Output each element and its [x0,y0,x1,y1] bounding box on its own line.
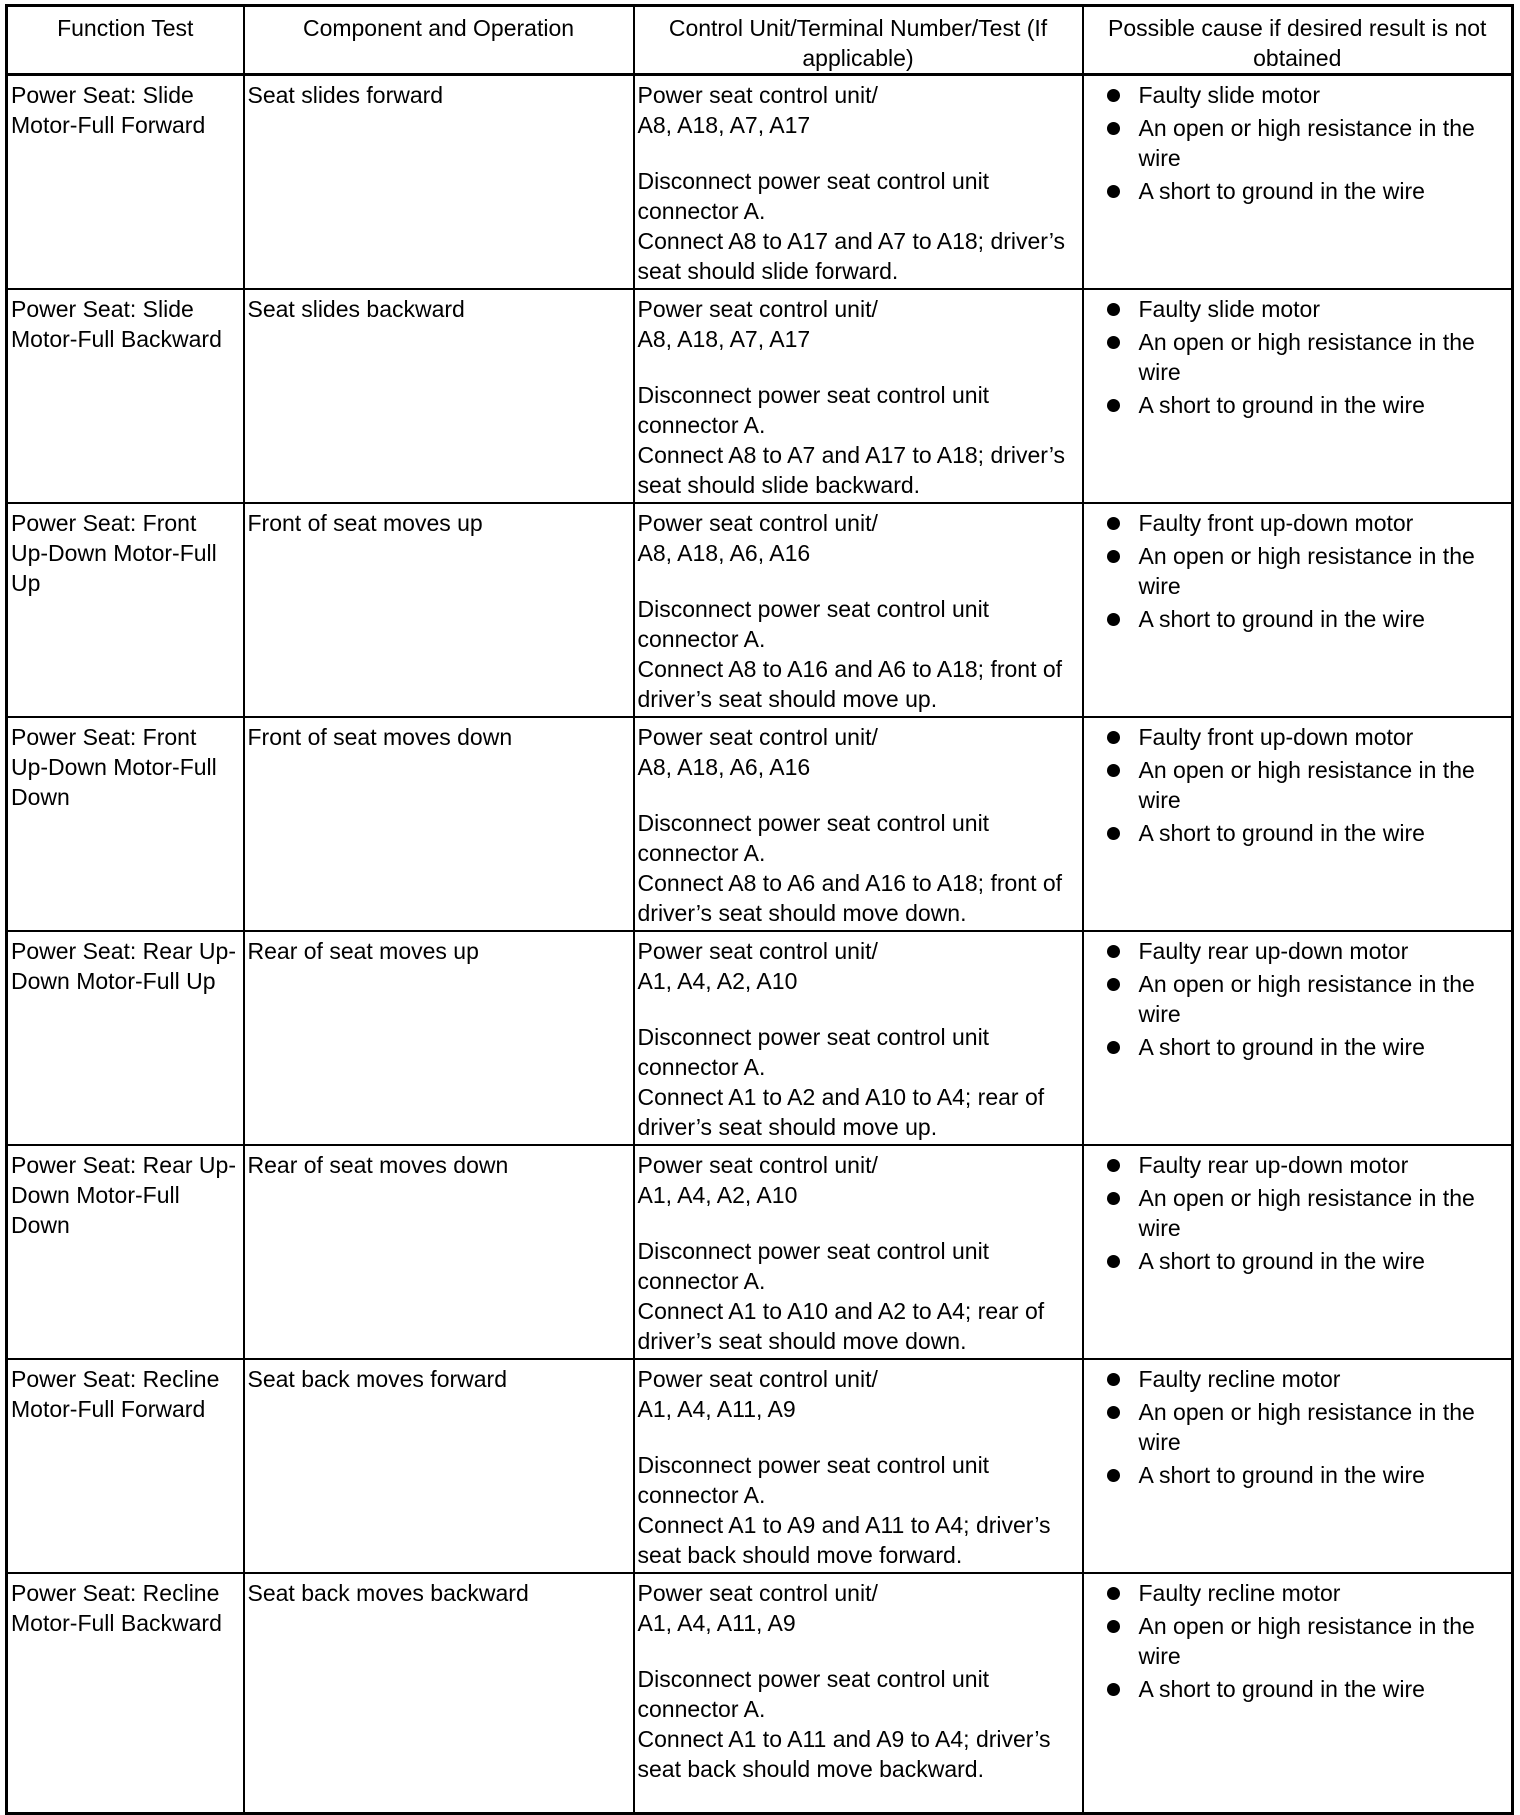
component-operation-cell [244,503,634,717]
bullet-icon [1107,731,1120,744]
cause-text: A short to ground in the wire [1138,1248,1425,1274]
cause-item [1107,294,1509,324]
control-unit-line: Power seat control unit/ [637,510,878,536]
cause-text: An open or high resistance in the wire [1138,757,1475,813]
bullet-icon [1107,336,1120,349]
test-connect: Connect A8 to A7 and A17 to A18; driver’s seat should slide backward. [637,442,1066,498]
cause-text: A short to ground in the wire [1138,606,1425,632]
cause-item [1107,1578,1509,1608]
cause-list [1087,80,1509,206]
bullet-icon [1107,89,1120,102]
test-connect: Connect A1 to A9 and A11 to A4; driver’s seat back should move forward. [637,1512,1051,1568]
cause-item [1107,1246,1509,1276]
cause-list [1087,722,1509,848]
cause-text: Faulty rear up-down motor [1138,1152,1409,1178]
cause-list [1087,294,1509,420]
component-operation-cell [244,75,634,290]
cause-list [1087,508,1509,634]
bullet-icon [1107,1041,1120,1054]
cause-text: Faulty recline motor [1138,1366,1341,1392]
terminal-numbers: A8, A18, A7, A17 [637,326,811,352]
terminal-numbers: A1, A4, A2, A10 [637,1182,798,1208]
cause-text: Faulty recline motor [1138,1580,1341,1606]
cause-item [1107,1364,1509,1394]
test-disconnect: Disconnect power seat control unit connector A. [637,1666,990,1722]
header-component-operation: Component and Operation [244,6,634,75]
control-unit-line: Power seat control unit/ [637,938,878,964]
function-test-text: Power Seat: Front Up-Down Motor-Full Up [11,510,217,596]
bullet-icon [1107,185,1120,198]
function-test-table [5,4,1514,1815]
test-disconnect: Disconnect power seat control unit connector A. [637,168,990,224]
possible-cause-cell [1083,1359,1513,1573]
cause-item [1107,969,1509,1029]
cause-text: A short to ground in the wire [1138,820,1425,846]
table-row [7,1145,1513,1359]
bullet-icon [1107,1406,1120,1419]
component-operation-cell [244,931,634,1145]
possible-cause-cell [1083,931,1513,1145]
cause-text: Faulty slide motor [1138,296,1321,322]
possible-cause-cell [1083,289,1513,503]
control-unit-line: Power seat control unit/ [637,1580,878,1606]
control-unit-line: Power seat control unit/ [637,1366,878,1392]
component-operation-text: Front of seat moves up [247,510,483,536]
test-connect: Connect A1 to A11 and A9 to A4; driver’s seat back should move backward. [637,1726,1051,1782]
function-test-cell [7,75,244,290]
function-test-cell [7,289,244,503]
cause-item [1107,722,1509,752]
function-test-cell [7,717,244,931]
table-row [7,1359,1513,1573]
possible-cause-cell [1083,75,1513,290]
function-test-cell [7,1359,244,1573]
bullet-icon [1107,1469,1120,1482]
control-unit-line: Power seat control unit/ [637,296,878,322]
test-disconnect: Disconnect power seat control unit connector A. [637,1452,990,1508]
cause-item [1107,390,1509,420]
bullet-icon [1107,1373,1120,1386]
bullet-icon [1107,613,1120,626]
component-operation-text: Rear of seat moves down [247,1152,509,1178]
cause-text: A short to ground in the wire [1138,1034,1425,1060]
component-operation-cell [244,289,634,503]
bullet-icon [1107,1159,1120,1172]
test-connect: Connect A8 to A16 and A6 to A18; front of driver’s seat should move up. [637,656,1063,712]
bullet-icon [1107,399,1120,412]
control-unit-cell [634,503,1083,717]
bullet-icon [1107,978,1120,991]
cause-item [1107,541,1509,601]
bullet-icon [1107,1192,1120,1205]
cause-list [1087,1578,1509,1704]
cause-item [1107,508,1509,538]
cause-text: A short to ground in the wire [1138,1462,1425,1488]
cause-item [1107,327,1509,387]
bullet-icon [1107,303,1120,316]
control-unit-cell [634,931,1083,1145]
cause-item [1107,1032,1509,1062]
cause-text: An open or high resistance in the wire [1138,1613,1475,1669]
test-connect: Connect A1 to A10 and A2 to A4; rear of driver’s seat should move down. [637,1298,1045,1354]
control-unit-cell [634,717,1083,931]
function-test-cell [7,1145,244,1359]
cause-item [1107,818,1509,848]
component-operation-text: Rear of seat moves up [247,938,479,964]
component-operation-cell [244,1573,634,1813]
function-test-text: Power Seat: Front Up-Down Motor-Full Down [11,724,217,810]
component-operation-text: Seat back moves backward [247,1580,529,1606]
cause-item [1107,1183,1509,1243]
control-unit-cell [634,289,1083,503]
test-disconnect: Disconnect power seat control unit connector A. [637,1024,990,1080]
bullet-icon [1107,1255,1120,1268]
control-unit-cell [634,1573,1083,1813]
component-operation-cell [244,1145,634,1359]
cause-item [1107,113,1509,173]
bullet-icon [1107,1587,1120,1600]
terminal-numbers: A8, A18, A7, A17 [637,112,811,138]
table-row [7,75,1513,290]
function-test-text: Power Seat: Rear Up-Down Motor-Full Down [11,1152,236,1238]
bullet-icon [1107,550,1120,563]
component-operation-text: Seat back moves forward [247,1366,508,1392]
terminal-numbers: A1, A4, A2, A10 [637,968,798,994]
terminal-numbers: A8, A18, A6, A16 [637,754,811,780]
cause-text: An open or high resistance in the wire [1138,329,1475,385]
table-row [7,289,1513,503]
cause-text: An open or high resistance in the wire [1138,115,1475,171]
bullet-icon [1107,517,1120,530]
test-connect: Connect A1 to A2 and A10 to A4; rear of driver’s seat should move up. [637,1084,1045,1140]
cause-item [1107,936,1509,966]
cause-text: Faulty slide motor [1138,82,1321,108]
cause-item [1107,755,1509,815]
cause-text: Faulty rear up-down motor [1138,938,1409,964]
cause-list [1087,1150,1509,1276]
table-row [7,931,1513,1145]
cause-text: Faulty front up-down motor [1138,510,1414,536]
terminal-numbers: A1, A4, A11, A9 [637,1396,796,1422]
bullet-icon [1107,122,1120,135]
cause-item [1107,80,1509,110]
function-test-text: Power Seat: Slide Motor-Full Forward [11,82,206,138]
function-test-text: Power Seat: Recline Motor-Full Backward [11,1580,222,1636]
cause-item [1107,1460,1509,1490]
test-disconnect: Disconnect power seat control unit connector A. [637,1238,990,1294]
possible-cause-cell [1083,1573,1513,1813]
control-unit-cell [634,75,1083,290]
table-row [7,717,1513,931]
control-unit-line: Power seat control unit/ [637,82,878,108]
possible-cause-cell [1083,1145,1513,1359]
terminal-numbers: A8, A18, A6, A16 [637,540,811,566]
test-disconnect: Disconnect power seat control unit connector A. [637,810,990,866]
test-disconnect: Disconnect power seat control unit connector A. [637,596,990,652]
cause-list [1087,936,1509,1062]
function-test-text: Power Seat: Rear Up-Down Motor-Full Up [11,938,236,994]
cause-text: Faulty front up-down motor [1138,724,1414,750]
bullet-icon [1107,1683,1120,1696]
cause-text: An open or high resistance in the wire [1138,543,1475,599]
function-test-text: Power Seat: Recline Motor-Full Forward [11,1366,220,1422]
bullet-icon [1107,945,1120,958]
header-control-unit: Control Unit/Terminal Number/Test (If applicable) [634,6,1083,75]
cause-item [1107,1674,1509,1704]
function-test-cell [7,931,244,1145]
test-connect: Connect A8 to A17 and A7 to A18; driver’s seat should slide forward. [637,228,1066,284]
cause-item [1107,1611,1509,1671]
function-test-text: Power Seat: Slide Motor-Full Backward [11,296,222,352]
cause-item [1107,604,1509,634]
cause-text: A short to ground in the wire [1138,1676,1425,1702]
cause-text: An open or high resistance in the wire [1138,1399,1475,1455]
cause-item [1107,176,1509,206]
bullet-icon [1107,827,1120,840]
component-operation-text: Seat slides backward [247,296,465,322]
component-operation-text: Front of seat moves down [247,724,513,750]
control-unit-line: Power seat control unit/ [637,724,878,750]
table-row [7,1573,1513,1813]
possible-cause-cell [1083,717,1513,931]
cause-list [1087,1364,1509,1490]
cause-item [1107,1397,1509,1457]
header-row [7,6,1513,75]
cause-text: An open or high resistance in the wire [1138,1185,1475,1241]
control-unit-line: Power seat control unit/ [637,1152,878,1178]
control-unit-cell [634,1145,1083,1359]
cause-text: An open or high resistance in the wire [1138,971,1475,1027]
component-operation-cell [244,1359,634,1573]
header-function-test: Function Test [7,6,244,75]
function-test-cell [7,1573,244,1813]
control-unit-cell [634,1359,1083,1573]
test-disconnect: Disconnect power seat control unit connector A. [637,382,990,438]
bullet-icon [1107,1620,1120,1633]
terminal-numbers: A1, A4, A11, A9 [637,1610,796,1636]
cause-item [1107,1150,1509,1180]
component-operation-text: Seat slides forward [247,82,444,108]
cause-text: A short to ground in the wire [1138,178,1425,204]
function-test-cell [7,503,244,717]
component-operation-cell [244,717,634,931]
header-possible-cause: Possible cause if desired result is not obtained [1083,6,1513,75]
bullet-icon [1107,764,1120,777]
possible-cause-cell [1083,503,1513,717]
cause-text: A short to ground in the wire [1138,392,1425,418]
table-row [7,503,1513,717]
test-connect: Connect A8 to A6 and A16 to A18; front of driver’s seat should move down. [637,870,1063,926]
